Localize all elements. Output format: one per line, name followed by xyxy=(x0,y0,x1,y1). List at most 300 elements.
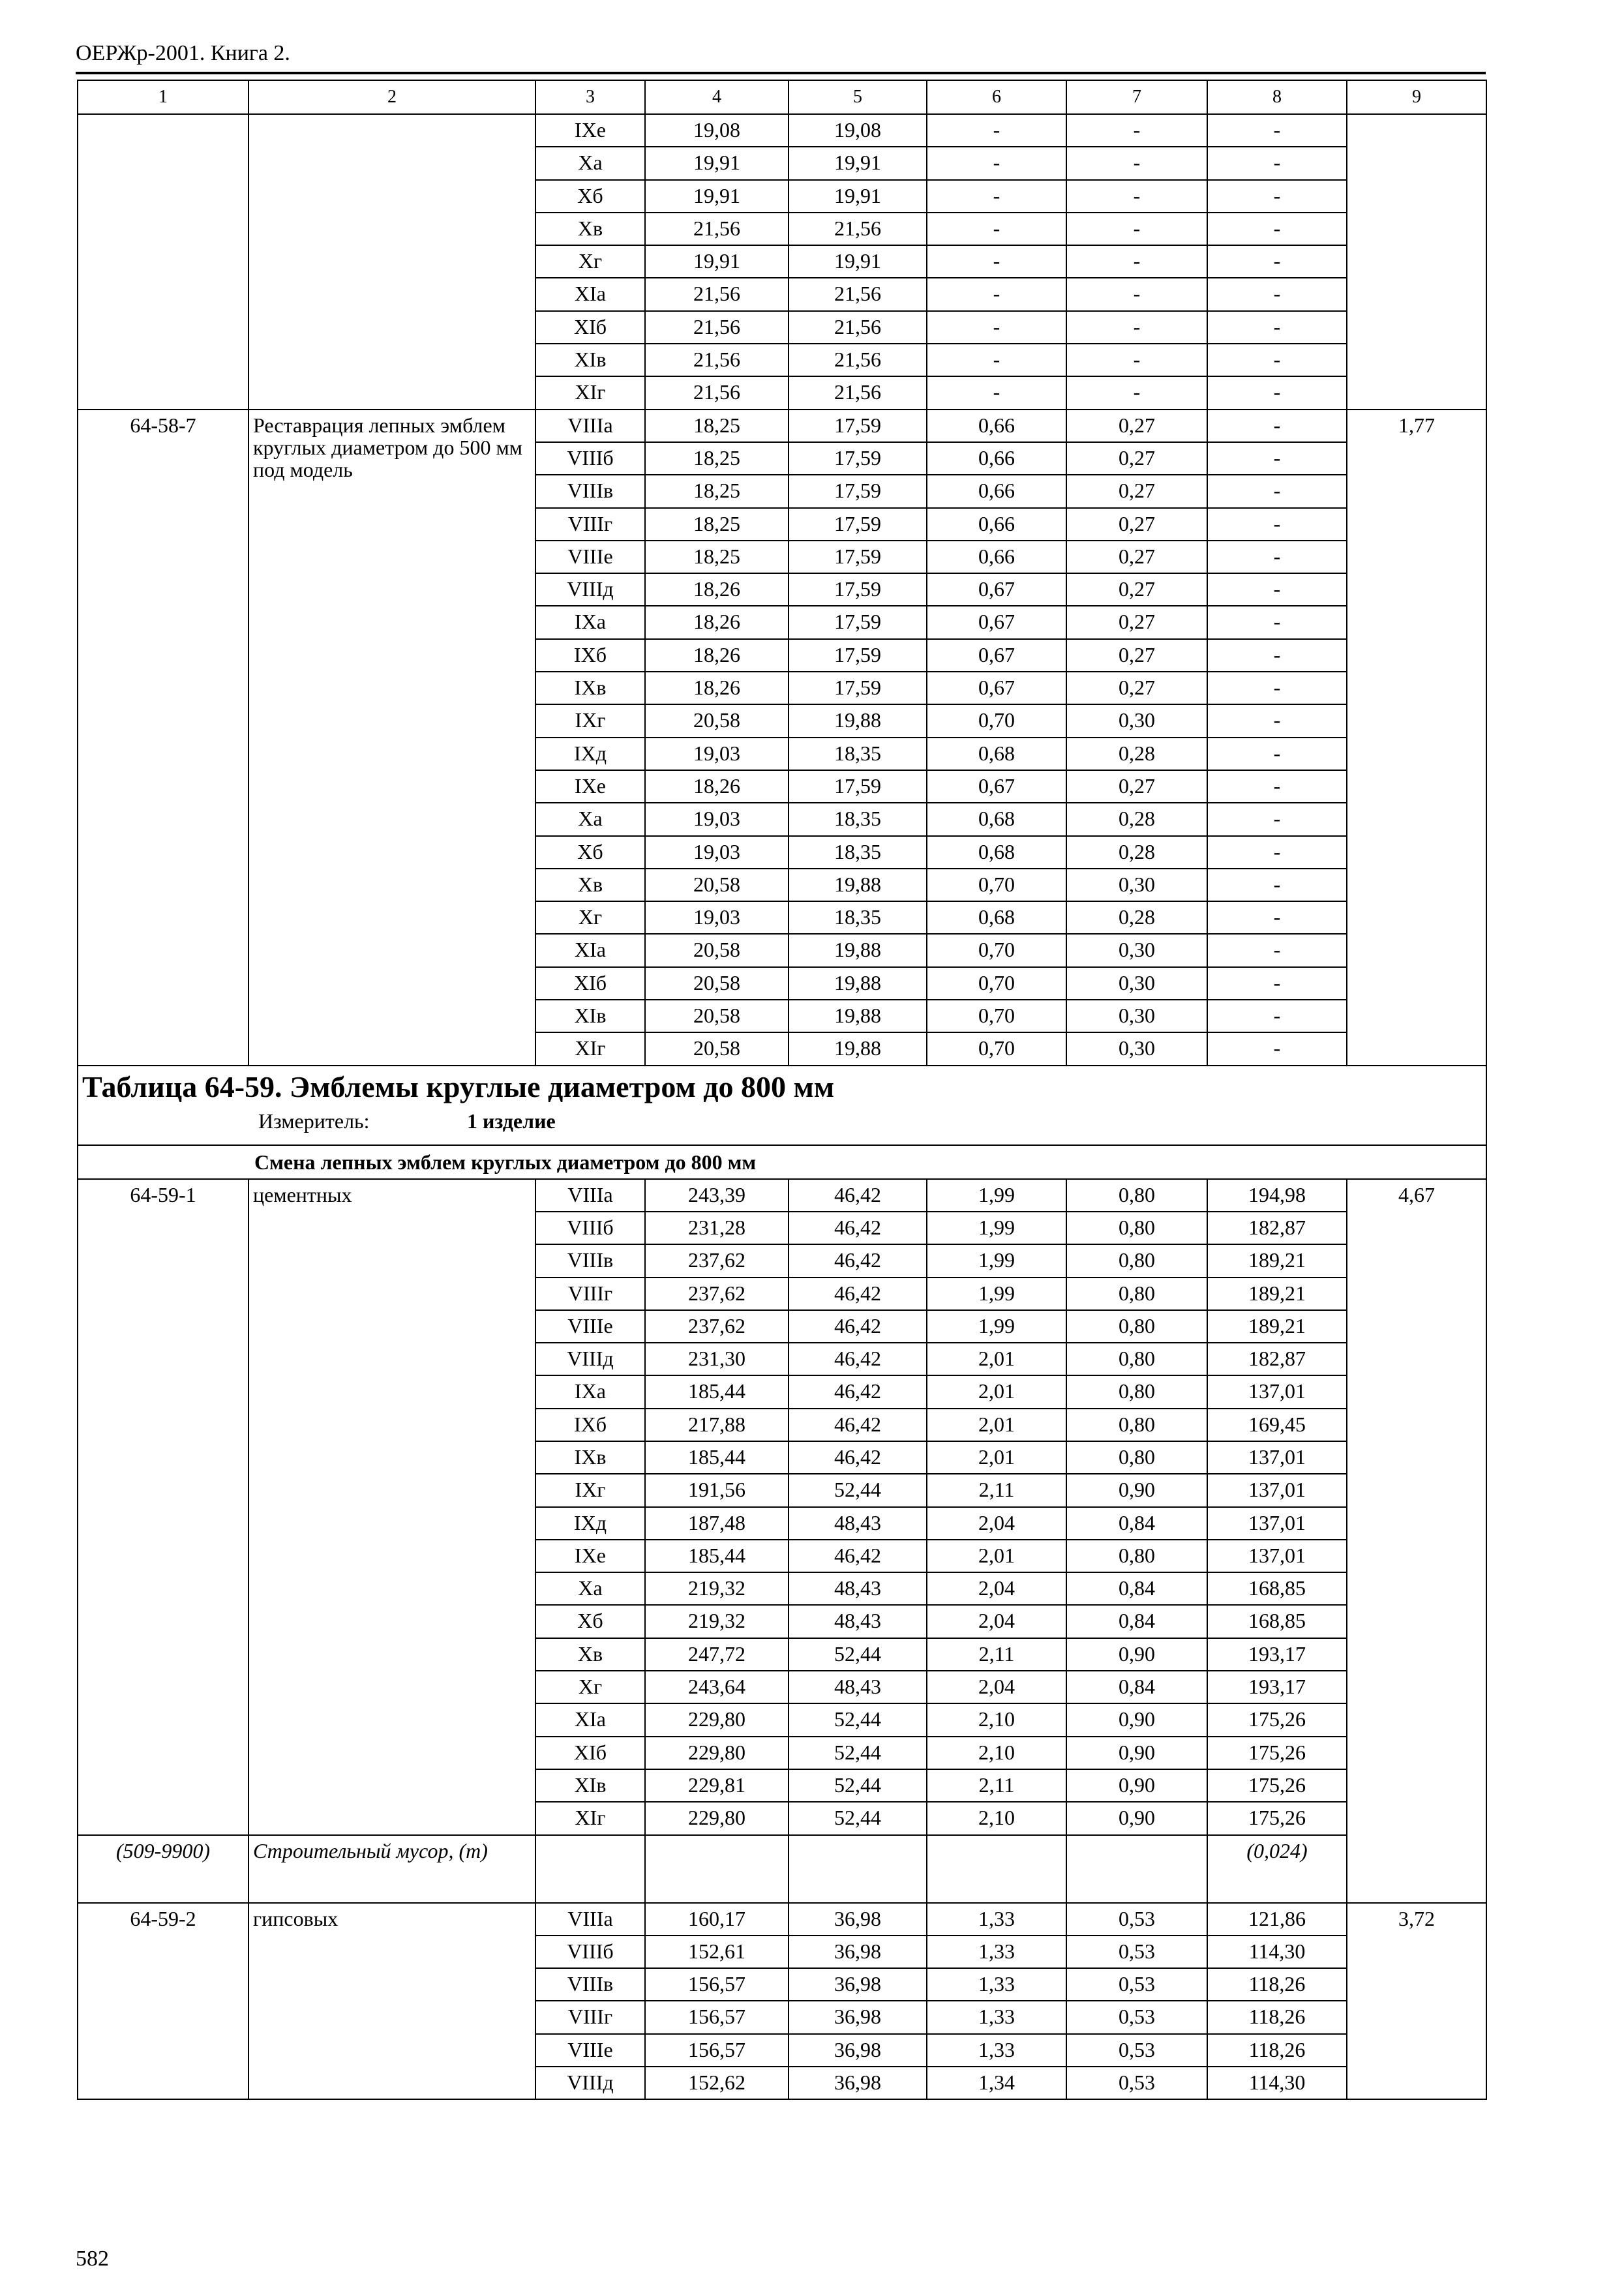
value-cell: 1,34 xyxy=(927,2067,1066,2099)
value-cell: 0,66 xyxy=(927,442,1066,475)
value-cell: VIIIд xyxy=(535,573,645,606)
column-number-cell: 6 xyxy=(927,80,1066,114)
value-cell: VIIIг xyxy=(535,508,645,541)
value-cell: 20,58 xyxy=(645,1032,789,1065)
value-cell: 2,04 xyxy=(927,1605,1066,1638)
value-cell: 20,58 xyxy=(645,704,789,737)
value-cell: - xyxy=(1066,376,1207,409)
value-cell: 231,28 xyxy=(645,1212,789,1244)
rate-code-cell xyxy=(78,114,248,410)
value-cell: 0,30 xyxy=(1066,1032,1207,1065)
value-cell: 175,26 xyxy=(1207,1703,1347,1736)
value-cell: XIг xyxy=(535,1032,645,1065)
value-cell: 19,88 xyxy=(789,967,927,1000)
value-cell: 19,08 xyxy=(645,114,789,147)
header-rule xyxy=(76,72,1486,74)
value-cell: 2,01 xyxy=(927,1375,1066,1408)
value-cell: 2,01 xyxy=(927,1540,1066,1572)
value-cell: - xyxy=(1066,278,1207,310)
value-cell: 0,84 xyxy=(1066,1671,1207,1703)
value-cell: 52,44 xyxy=(789,1802,927,1834)
value-cell: 229,81 xyxy=(645,1769,789,1802)
value-cell: 21,56 xyxy=(645,278,789,310)
value-cell: 18,25 xyxy=(645,442,789,475)
value-cell: 2,04 xyxy=(927,1507,1066,1540)
table-title-row xyxy=(78,1066,1486,1145)
value-cell: 18,25 xyxy=(645,541,789,573)
value-cell: 36,98 xyxy=(789,2001,927,2033)
value-cell: 20,58 xyxy=(645,1000,789,1032)
value-cell: 0,66 xyxy=(927,541,1066,573)
value-cell: 247,72 xyxy=(645,1638,789,1671)
value-cell: 0,80 xyxy=(1066,1441,1207,1474)
value-cell: 118,26 xyxy=(1207,2001,1347,2033)
value-cell: XIб xyxy=(535,1737,645,1769)
value-cell: 0,67 xyxy=(927,606,1066,638)
value-cell: 17,59 xyxy=(789,442,927,475)
value-cell: 219,32 xyxy=(645,1605,789,1638)
value-cell: 0,53 xyxy=(1066,1936,1207,1968)
value-cell: IXд xyxy=(535,738,645,770)
value-cell: 137,01 xyxy=(1207,1441,1347,1474)
value-cell: 189,21 xyxy=(1207,1278,1347,1310)
value-cell: 2,11 xyxy=(927,1769,1066,1802)
value-cell: 19,03 xyxy=(645,901,789,934)
value-cell: 1,33 xyxy=(927,1903,1066,1936)
value-cell: 0,28 xyxy=(1066,836,1207,869)
value-cell: 19,88 xyxy=(789,869,927,901)
value-cell: 114,30 xyxy=(1207,1936,1347,1968)
value-cell: 17,59 xyxy=(789,508,927,541)
value-cell: 18,25 xyxy=(645,410,789,442)
value-cell: 48,43 xyxy=(789,1507,927,1540)
value-cell: 19,03 xyxy=(645,803,789,835)
value-cell: 0,53 xyxy=(1066,2034,1207,2067)
value-cell: - xyxy=(1207,376,1347,409)
table-row xyxy=(78,1903,1486,1936)
value-cell: Xа xyxy=(535,147,645,179)
value-cell: XIб xyxy=(535,967,645,1000)
column-number-row xyxy=(78,80,1486,114)
value-cell: 19,88 xyxy=(789,934,927,966)
value-cell: 1,99 xyxy=(927,1244,1066,1277)
value-cell: 0,80 xyxy=(1066,1540,1207,1572)
value-cell: IXа xyxy=(535,1375,645,1408)
value-cell: - xyxy=(1207,147,1347,179)
value-cell: IXб xyxy=(535,639,645,672)
column-number-cell: 8 xyxy=(1207,80,1347,114)
value-cell: 0,28 xyxy=(1066,738,1207,770)
value-cell: 19,91 xyxy=(789,147,927,179)
empty-cell xyxy=(1066,1835,1207,1903)
value-cell: 18,25 xyxy=(645,475,789,507)
value-cell: 0,70 xyxy=(927,934,1066,966)
value-cell: 137,01 xyxy=(1207,1375,1347,1408)
value-cell: 217,88 xyxy=(645,1409,789,1441)
value-cell: VIIIд xyxy=(535,1343,645,1375)
value-cell: 2,10 xyxy=(927,1802,1066,1834)
value-cell: IXа xyxy=(535,606,645,638)
running-header: ОЕРЖр-2001. Книга 2. xyxy=(76,41,290,65)
value-cell: 182,87 xyxy=(1207,1212,1347,1244)
value-cell: - xyxy=(1207,770,1347,803)
value-cell: 19,91 xyxy=(645,147,789,179)
value-cell: 0,70 xyxy=(927,1032,1066,1065)
value-cell: - xyxy=(1207,639,1347,672)
value-cell: VIIIа xyxy=(535,1179,645,1212)
value-cell: - xyxy=(1207,803,1347,835)
value-cell: 1,99 xyxy=(927,1212,1066,1244)
value-cell: XIг xyxy=(535,1802,645,1834)
value-cell: XIа xyxy=(535,278,645,310)
empty-cell xyxy=(789,1835,927,1903)
table-row xyxy=(78,114,1486,147)
value-cell: - xyxy=(1207,901,1347,934)
value-cell: - xyxy=(1207,738,1347,770)
debris-description-cell: Строительный мусор, (т) xyxy=(248,1835,535,1903)
table-title: Таблица 64-59. Эмблемы круглые диаметром до 800 мм xyxy=(82,1070,835,1103)
value-cell: - xyxy=(1207,213,1347,245)
value-cell: 48,43 xyxy=(789,1605,927,1638)
value-cell: 20,58 xyxy=(645,869,789,901)
value-cell: 19,88 xyxy=(789,704,927,737)
value-cell: VIIIа xyxy=(535,410,645,442)
value-cell: IXе xyxy=(535,114,645,147)
column-9-cell: 4,67 xyxy=(1347,1179,1486,1903)
value-cell: 21,56 xyxy=(645,376,789,409)
value-cell: 52,44 xyxy=(789,1737,927,1769)
value-cell: 231,30 xyxy=(645,1343,789,1375)
value-cell: 156,57 xyxy=(645,2001,789,2033)
value-cell: XIг xyxy=(535,376,645,409)
work-description-cell: Реставрация лепных эмблем круглых диаметром до 500 мм под модель xyxy=(248,410,535,1066)
value-cell: IXе xyxy=(535,1540,645,1572)
value-cell: - xyxy=(927,245,1066,278)
value-cell: 52,44 xyxy=(789,1703,927,1736)
value-cell: 20,58 xyxy=(645,967,789,1000)
value-cell: 17,59 xyxy=(789,672,927,704)
empty-cell xyxy=(535,1835,645,1903)
value-cell: 19,08 xyxy=(789,114,927,147)
column-number-cell: 9 xyxy=(1347,80,1486,114)
value-cell: - xyxy=(1207,475,1347,507)
value-cell: 137,01 xyxy=(1207,1540,1347,1572)
column-number-cell: 1 xyxy=(78,80,248,114)
value-cell: 185,44 xyxy=(645,1441,789,1474)
subheading-cell: Смена лепных эмблем круглых диаметром до 800 мм xyxy=(78,1145,1486,1179)
table-row xyxy=(78,410,1486,442)
value-cell: 185,44 xyxy=(645,1540,789,1572)
value-cell: 229,80 xyxy=(645,1802,789,1834)
value-cell: 2,01 xyxy=(927,1441,1066,1474)
value-cell: 18,26 xyxy=(645,672,789,704)
value-cell: 0,90 xyxy=(1066,1474,1207,1506)
value-cell: - xyxy=(1066,180,1207,213)
value-cell: IXг xyxy=(535,1474,645,1506)
value-cell: 0,90 xyxy=(1066,1703,1207,1736)
value-cell: IXе xyxy=(535,770,645,803)
value-cell: 46,42 xyxy=(789,1244,927,1277)
value-cell: 156,57 xyxy=(645,2034,789,2067)
work-description-cell: гипсовых xyxy=(248,1903,535,2100)
value-cell: 0,30 xyxy=(1066,1000,1207,1032)
value-cell: 0,27 xyxy=(1066,475,1207,507)
value-cell: - xyxy=(927,213,1066,245)
value-cell: VIIIв xyxy=(535,1244,645,1277)
value-cell: 152,62 xyxy=(645,2067,789,2099)
value-cell: 36,98 xyxy=(789,2034,927,2067)
value-cell: 1,99 xyxy=(927,1179,1066,1212)
value-cell: 17,59 xyxy=(789,410,927,442)
value-cell: 0,27 xyxy=(1066,672,1207,704)
value-cell: 0,80 xyxy=(1066,1212,1207,1244)
value-cell: 0,67 xyxy=(927,573,1066,606)
value-cell: 243,39 xyxy=(645,1179,789,1212)
value-cell: 0,80 xyxy=(1066,1375,1207,1408)
value-cell: - xyxy=(1066,147,1207,179)
value-cell: - xyxy=(927,344,1066,376)
value-cell: 0,30 xyxy=(1066,704,1207,737)
value-cell: 0,27 xyxy=(1066,508,1207,541)
value-cell: 0,30 xyxy=(1066,869,1207,901)
value-cell: 118,26 xyxy=(1207,2034,1347,2067)
value-cell: - xyxy=(1207,541,1347,573)
value-cell: 0,66 xyxy=(927,475,1066,507)
value-cell: Xб xyxy=(535,836,645,869)
value-cell: IXг xyxy=(535,704,645,737)
value-cell: 0,27 xyxy=(1066,541,1207,573)
value-cell: 17,59 xyxy=(789,606,927,638)
value-cell: VIIIе xyxy=(535,1310,645,1343)
value-cell: Xа xyxy=(535,803,645,835)
empty-cell xyxy=(645,1835,789,1903)
value-cell: 2,01 xyxy=(927,1343,1066,1375)
value-cell: - xyxy=(1207,934,1347,966)
value-cell: Xб xyxy=(535,180,645,213)
value-cell: 1,99 xyxy=(927,1310,1066,1343)
value-cell: 229,80 xyxy=(645,1737,789,1769)
value-cell: 0,27 xyxy=(1066,639,1207,672)
value-cell: 187,48 xyxy=(645,1507,789,1540)
value-cell: 0,66 xyxy=(927,410,1066,442)
debris-row xyxy=(78,1835,1486,1903)
value-cell: 52,44 xyxy=(789,1474,927,1506)
value-cell: 1,99 xyxy=(927,1278,1066,1310)
value-cell: - xyxy=(927,311,1066,344)
value-cell: 0,68 xyxy=(927,803,1066,835)
value-cell: - xyxy=(1066,114,1207,147)
value-cell: 0,68 xyxy=(927,836,1066,869)
work-description-cell: цементных xyxy=(248,1179,535,1835)
value-cell: - xyxy=(927,180,1066,213)
value-cell: Xг xyxy=(535,901,645,934)
value-cell: VIIIб xyxy=(535,442,645,475)
value-cell: 36,98 xyxy=(789,1903,927,1936)
value-cell: 36,98 xyxy=(789,1968,927,2001)
value-cell: - xyxy=(1207,311,1347,344)
value-cell: VIIIг xyxy=(535,2001,645,2033)
value-cell: 2,04 xyxy=(927,1671,1066,1703)
value-cell: - xyxy=(1207,869,1347,901)
value-cell: XIв xyxy=(535,1000,645,1032)
rate-code-cell: 64-59-1 xyxy=(78,1179,248,1835)
value-cell: 48,43 xyxy=(789,1572,927,1605)
value-cell: XIв xyxy=(535,1769,645,1802)
value-cell: 137,01 xyxy=(1207,1507,1347,1540)
value-cell: 1,33 xyxy=(927,2001,1066,2033)
value-cell: 0,70 xyxy=(927,967,1066,1000)
value-cell: 0,90 xyxy=(1066,1737,1207,1769)
value-cell: 2,11 xyxy=(927,1638,1066,1671)
debris-code-cell: (509-9900) xyxy=(78,1835,248,1903)
value-cell: 19,91 xyxy=(789,180,927,213)
value-cell: VIIIв xyxy=(535,1968,645,2001)
value-cell: 46,42 xyxy=(789,1212,927,1244)
value-cell: - xyxy=(1207,114,1347,147)
value-cell: 18,26 xyxy=(645,770,789,803)
value-cell: 46,42 xyxy=(789,1540,927,1572)
value-cell: 0,80 xyxy=(1066,1278,1207,1310)
value-cell: 169,45 xyxy=(1207,1409,1347,1441)
value-cell: 0,27 xyxy=(1066,606,1207,638)
value-cell: 0,68 xyxy=(927,738,1066,770)
value-cell: 21,56 xyxy=(789,376,927,409)
value-cell: - xyxy=(1207,704,1347,737)
value-cell: 1,33 xyxy=(927,2034,1066,2067)
value-cell: 18,25 xyxy=(645,508,789,541)
value-cell: Xа xyxy=(535,1572,645,1605)
value-cell: 0,70 xyxy=(927,869,1066,901)
value-cell: 17,59 xyxy=(789,541,927,573)
value-cell: 18,26 xyxy=(645,573,789,606)
value-cell: Xг xyxy=(535,1671,645,1703)
value-cell: 19,88 xyxy=(789,1032,927,1065)
value-cell: - xyxy=(927,278,1066,310)
value-cell: 21,56 xyxy=(645,344,789,376)
rate-code-cell: 64-58-7 xyxy=(78,410,248,1066)
value-cell: VIIIе xyxy=(535,2034,645,2067)
value-cell: Xв xyxy=(535,213,645,245)
value-cell: 193,17 xyxy=(1207,1638,1347,1671)
value-cell: 19,91 xyxy=(645,180,789,213)
value-cell: 121,86 xyxy=(1207,1903,1347,1936)
value-cell: - xyxy=(1207,278,1347,310)
value-cell: 18,26 xyxy=(645,606,789,638)
value-cell: IXв xyxy=(535,1441,645,1474)
value-cell: 175,26 xyxy=(1207,1737,1347,1769)
value-cell: 46,42 xyxy=(789,1179,927,1212)
value-cell: - xyxy=(1207,410,1347,442)
value-cell: 168,85 xyxy=(1207,1572,1347,1605)
value-cell: 0,27 xyxy=(1066,442,1207,475)
value-cell: 19,91 xyxy=(645,245,789,278)
value-cell: XIа xyxy=(535,1703,645,1736)
value-cell: - xyxy=(1066,344,1207,376)
value-cell: 2,01 xyxy=(927,1409,1066,1441)
value-cell: 0,27 xyxy=(1066,573,1207,606)
value-cell: - xyxy=(1207,442,1347,475)
value-cell: 189,21 xyxy=(1207,1244,1347,1277)
value-cell: 46,42 xyxy=(789,1409,927,1441)
value-cell: 0,80 xyxy=(1066,1179,1207,1212)
value-cell: - xyxy=(1207,245,1347,278)
value-cell: 229,80 xyxy=(645,1703,789,1736)
value-cell: Xг xyxy=(535,245,645,278)
debris-value-cell: (0,024) xyxy=(1207,1835,1347,1903)
value-cell: 46,42 xyxy=(789,1310,927,1343)
value-cell: 19,88 xyxy=(789,1000,927,1032)
value-cell: VIIIб xyxy=(535,1936,645,1968)
value-cell: - xyxy=(1207,1000,1347,1032)
value-cell: - xyxy=(1207,967,1347,1000)
value-cell: 0,67 xyxy=(927,639,1066,672)
value-cell: 36,98 xyxy=(789,1936,927,1968)
value-cell: - xyxy=(1207,180,1347,213)
work-description-cell xyxy=(248,114,535,410)
value-cell: - xyxy=(927,376,1066,409)
value-cell: - xyxy=(1207,606,1347,638)
value-cell: 0,80 xyxy=(1066,1343,1207,1375)
value-cell: 182,87 xyxy=(1207,1343,1347,1375)
value-cell: IXб xyxy=(535,1409,645,1441)
value-cell: Xв xyxy=(535,869,645,901)
value-cell: 0,90 xyxy=(1066,1802,1207,1834)
column-number-cell: 3 xyxy=(535,80,645,114)
subheading-row xyxy=(78,1145,1486,1179)
value-cell: 1,33 xyxy=(927,1936,1066,1968)
value-cell: 0,30 xyxy=(1066,967,1207,1000)
value-cell: 18,26 xyxy=(645,639,789,672)
value-cell: - xyxy=(1207,508,1347,541)
value-cell: 2,10 xyxy=(927,1737,1066,1769)
value-cell: VIIIа xyxy=(535,1903,645,1936)
value-cell: 21,56 xyxy=(789,344,927,376)
value-cell: 0,84 xyxy=(1066,1507,1207,1540)
value-cell: 2,11 xyxy=(927,1474,1066,1506)
value-cell: 0,53 xyxy=(1066,2001,1207,2033)
value-cell: 0,67 xyxy=(927,672,1066,704)
value-cell: 0,90 xyxy=(1066,1769,1207,1802)
value-cell: 2,04 xyxy=(927,1572,1066,1605)
value-cell: 0,70 xyxy=(927,704,1066,737)
value-cell: 237,62 xyxy=(645,1244,789,1277)
value-cell: - xyxy=(1207,1032,1347,1065)
value-cell: 18,35 xyxy=(789,738,927,770)
value-cell: 19,03 xyxy=(645,738,789,770)
page-number: 582 xyxy=(76,2247,109,2271)
value-cell: 152,61 xyxy=(645,1936,789,1968)
value-cell: - xyxy=(927,147,1066,179)
value-cell: 0,80 xyxy=(1066,1310,1207,1343)
value-cell: - xyxy=(1066,311,1207,344)
value-cell: XIа xyxy=(535,934,645,966)
value-cell: 52,44 xyxy=(789,1638,927,1671)
value-cell: Xб xyxy=(535,1605,645,1638)
value-cell: 0,28 xyxy=(1066,901,1207,934)
measurer-value: 1 изделие xyxy=(467,1109,556,1133)
rate-code-cell: 64-59-2 xyxy=(78,1903,248,2100)
value-cell: 194,98 xyxy=(1207,1179,1347,1212)
value-cell: 0,53 xyxy=(1066,2067,1207,2099)
value-cell: 0,67 xyxy=(927,770,1066,803)
value-cell: 0,80 xyxy=(1066,1244,1207,1277)
empty-cell xyxy=(927,1835,1066,1903)
value-cell: 0,68 xyxy=(927,901,1066,934)
value-cell: 237,62 xyxy=(645,1278,789,1310)
value-cell: 175,26 xyxy=(1207,1802,1347,1834)
value-cell: 52,44 xyxy=(789,1769,927,1802)
value-cell: 1,33 xyxy=(927,1968,1066,2001)
